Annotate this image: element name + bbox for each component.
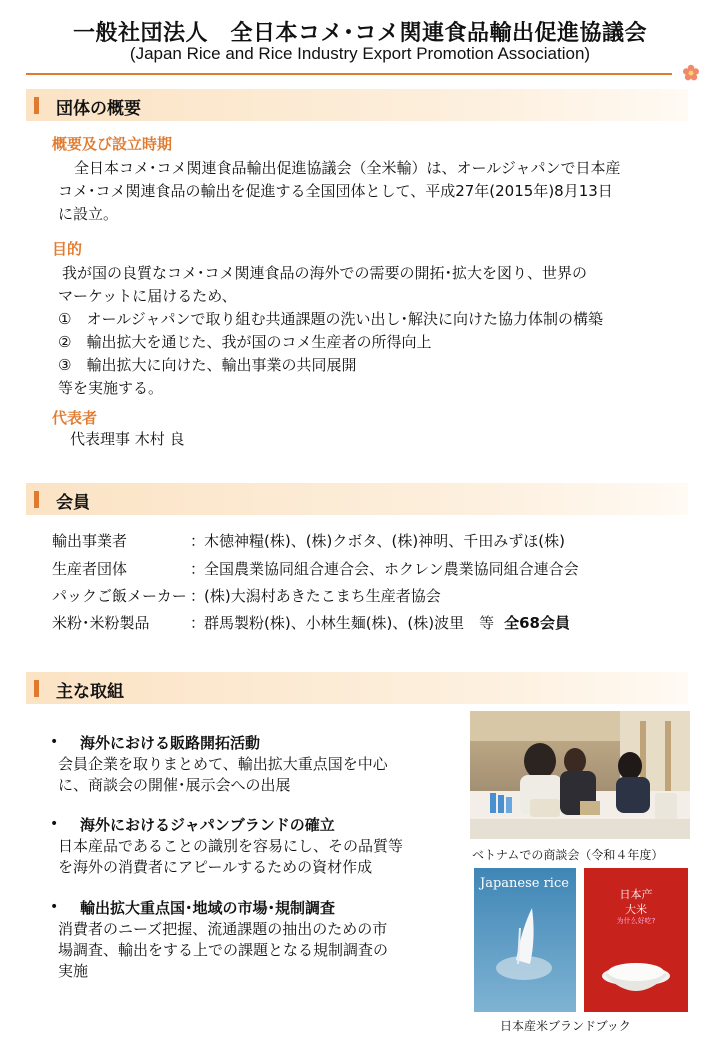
member-separator: ： [190,614,206,632]
member-names: (株)大潟村あきたこまち生産者協会 [204,587,441,605]
activity-line: 日本産品であることの識別を容易にし、その品質等 [58,837,404,855]
activity-line: に、商談会の開催･展示会への出展 [58,776,291,794]
member-names: 全国農業協同組合連合会、ホクレン農業協同組合連合会 [204,560,579,578]
page-subtitle: (Japan Rice and Rice Industry Export Promotion Association) [129,44,591,63]
activity-line: 消費者のニーズ把握、流通課題の抽出のための市 [58,920,388,938]
bullet-icon: • [50,899,59,915]
member-row [52,612,570,634]
section-activities-header [26,672,688,704]
member-row [52,585,441,607]
member-separator: ： [190,532,206,550]
activity-title: 海外におけるジャパンブランドの確立 [80,816,335,834]
activity-title: 輸出拡大重点国･地域の市場･規制調査 [80,899,336,917]
activity-title: 海外における販路開拓活動 [80,734,261,752]
section-title: 主な取組 [56,682,124,702]
member-names: 群馬製粉(株)、小林生麺(株)、(株)波里 等 [204,614,495,632]
founding-line-1: 全日本コメ･コメ関連食品輸出促進協議会（全米輸）は、オールジャパンで日本産 [74,159,621,177]
page-title: 一般社団法人 全日本コメ･コメ関連食品輸出促進協議会 [72,21,647,46]
member-category: 輸出事業者 [52,532,128,550]
plum-blossom-icon [682,64,700,82]
member-row [52,558,579,580]
books-caption: 日本産米ブランドブック [500,1019,631,1033]
purpose-item-1: ① オールジャパンで取り組む共通課題の洗い出し･解決に向けた協力体制の構築 [58,310,603,328]
business-meeting-photo [470,711,690,839]
section-marker [34,491,39,508]
member-names: 木徳神糧(株)、(株)クボタ、(株)神明、千田みずほ(株) [204,532,565,550]
representative-label: 代表者 [52,409,98,427]
purpose-line-1: 我が国の良質なコメ･コメ関連食品の海外での需要の開拓･拡大を図り、世界の [62,264,588,282]
section-marker [34,97,39,114]
founding-line-3: に設立。 [58,205,119,223]
member-category: 生産者団体 [52,560,128,578]
activity-line: 場調査、輸出をする上での課題となる規制調査の [58,941,389,959]
section-marker [34,680,39,697]
member-category: パックご飯メーカー [52,587,187,605]
section-title: 会員 [56,493,90,513]
member-separator: ： [190,587,206,605]
member-separator: ： [190,560,206,578]
bullet-icon: • [50,816,59,832]
book-title-english: Japanese rice [480,876,569,891]
bullet-icon: • [50,734,59,750]
activity-line: 実施 [58,962,89,980]
purpose-item-3: ③ 輸出拡大に向けた、輸出事業の共同展開 [58,356,357,374]
book-subtitle-chinese: 为什么好吃? [616,917,656,925]
founding-line-2: コメ･コメ関連食品の輸出を促進する全国団体として、平成27年(2015年)8月13日 [58,182,613,200]
founding-label: 概要及び設立時期 [52,135,173,153]
purpose-line-end: 等を実施する。 [58,379,164,397]
purpose-label: 目的 [52,240,83,258]
representative-value: 代表理事 木村 良 [70,430,185,448]
member-total: 全68会員 [504,614,570,632]
section-overview-header [26,89,688,121]
activity-line: を海外の消費者にアピールするための資材作成 [58,858,373,876]
member-row [52,530,565,552]
section-members-header [26,483,688,515]
section-title: 団体の概要 [56,99,141,119]
brand-book-english [474,868,576,1012]
purpose-line-2: マーケットに届けるため、 [58,287,237,305]
header-divider [26,73,672,75]
book-title-chinese-line2: 大米 [625,903,647,916]
brand-book-chinese [584,868,688,1012]
book-title-chinese-line1: 日本产 [619,888,653,901]
purpose-item-2: ② 輸出拡大を通じた、我が国のコメ生産者の所得向上 [58,333,432,351]
photo-caption: ベトナムでの商談会（令和４年度） [472,848,664,862]
member-category: 米粉･米粉製品 [52,614,150,632]
activity-line: 会員企業を取りまとめて、輸出拡大重点国を中心 [58,755,388,773]
